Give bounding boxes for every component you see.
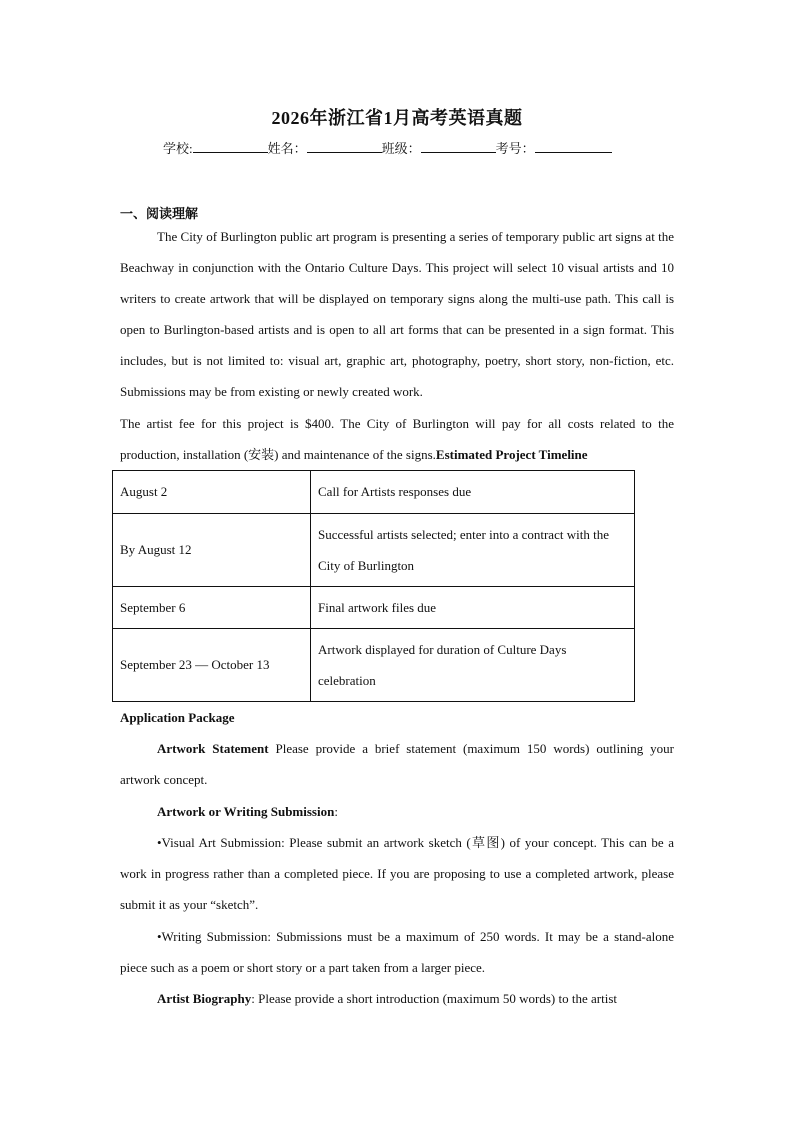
fee-text: The artist fee for this project is $400. The City of Burlington will pay for all costs related to the production, installation (安装) and maintenance of the signs. <box>120 416 674 462</box>
table-row <box>113 514 635 587</box>
intro-paragraph: The City of Burlington public art program is presenting a series of temporary public art signs at the Beachway in conjunction with the Ontario Culture Days. This project will select 10 visual artists and 10 writers to create artwork that will be displayed on temporary signs along the multi-use path. This call is open to Burlington-based artists and is open to all art forms that can be presented in a sign format. This includes, but is not limited to: visual art, graphic art, photography, poetry, short story, non-fiction, etc. Submissions may be from existing or newly created work. <box>120 229 674 399</box>
table-row <box>113 471 635 514</box>
application-heading: Application Package <box>120 710 235 725</box>
submission-heading: Artwork or Writing Submission <box>157 804 335 819</box>
submission-heading-line <box>120 796 674 827</box>
school-label: 学校: <box>163 141 193 156</box>
exam-no-blank[interactable] <box>535 140 612 153</box>
table-row <box>113 629 635 702</box>
fee-paragraph <box>120 408 674 470</box>
timeline-date: September 6 <box>113 587 311 629</box>
bio-paragraph <box>120 983 674 1014</box>
submission-colon: : <box>334 804 338 819</box>
school-blank[interactable] <box>193 140 268 153</box>
page-title: 2026年浙江省1月高考英语真题 <box>271 108 523 128</box>
table-row <box>113 587 635 629</box>
name-blank[interactable] <box>307 140 382 153</box>
timeline-heading: Estimated Project Timeline <box>435 447 588 462</box>
visual-submission-paragraph: •Visual Art Submission: Please submit an artwork sketch (草图) of your concept. This can be a work in progress rather than a completed piece. If you are proposing to use a completed artwork, please submit it as your “sketch”. <box>120 835 674 912</box>
timeline-date: September 23 — October 13 <box>113 629 311 702</box>
bio-text: : Please provide a short introduction (maximum 50 words) to the artist <box>251 991 617 1006</box>
timeline-event <box>311 514 635 587</box>
timeline-table <box>112 470 635 702</box>
timeline-event: Final artwork files due <box>311 587 635 629</box>
timeline-event: Call for Artists responses due <box>311 471 635 514</box>
bio-label: Artist Biography <box>157 991 252 1006</box>
statement-paragraph <box>120 733 674 795</box>
timeline-date: By August 12 <box>113 514 311 587</box>
timeline-date: August 2 <box>113 471 311 514</box>
timeline-event-text: Successful artists selected; enter into a contract with the City of Burlington <box>318 527 609 573</box>
statement-text: Please provide a brief statement (maximum 150 words) outlining your artwork concept. <box>120 741 674 787</box>
writing-submission-paragraph: •Writing Submission: Submissions must be a maximum of 250 words. It may be a stand-alone piece such as a poem or short story or a part taken from a larger piece. <box>120 929 674 975</box>
class-blank[interactable] <box>421 140 496 153</box>
timeline-event-text: Artwork displayed for duration of Culture Days celebration <box>318 642 567 688</box>
student-info-line <box>163 138 612 157</box>
section-title: 一、阅读理解 <box>120 206 199 221</box>
class-label: 班级： <box>381 141 421 156</box>
statement-label: Artwork Statement <box>157 741 269 756</box>
timeline-event <box>311 629 635 702</box>
exam-no-label: 考号： <box>495 141 535 156</box>
name-label: 姓名： <box>267 141 307 156</box>
